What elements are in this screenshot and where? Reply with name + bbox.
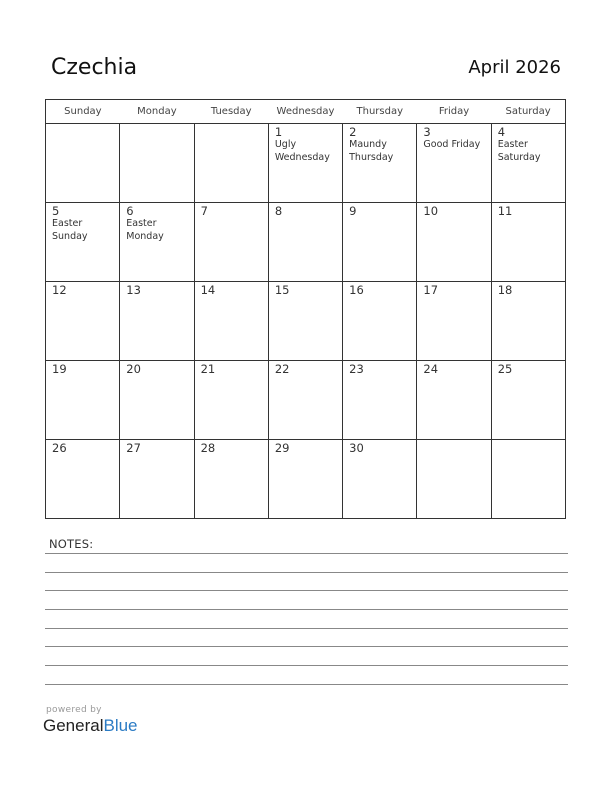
calendar-grid <box>45 99 566 519</box>
holiday-label: Ugly Wednesday <box>274 139 330 163</box>
day-number: 10 <box>423 204 439 218</box>
notes-line <box>45 646 568 647</box>
notes-label: NOTES: <box>49 537 94 551</box>
day-number: 12 <box>52 283 67 297</box>
day-number: 22 <box>274 362 290 376</box>
week-row <box>46 203 566 282</box>
holiday-label: Easter Sunday <box>52 218 88 242</box>
generalblue-logo[interactable] <box>43 716 138 736</box>
day-cell <box>491 282 565 361</box>
day-number: 11 <box>497 204 513 218</box>
weekday-friday: Friday <box>417 100 491 124</box>
holiday-label: Easter Saturday <box>497 139 541 163</box>
notes-line <box>45 572 568 573</box>
week-row <box>46 361 566 440</box>
day-cell <box>120 124 194 203</box>
week-row <box>46 440 566 519</box>
day-cell <box>120 203 194 282</box>
weekday-saturday: Saturday <box>491 100 565 124</box>
day-cell <box>46 361 120 440</box>
day-cell <box>120 361 194 440</box>
day-cell <box>268 361 342 440</box>
day-cell <box>417 124 491 203</box>
day-number: 13 <box>126 283 141 297</box>
day-cell <box>343 282 417 361</box>
day-number: 3 <box>423 125 431 139</box>
weekday-header-row <box>46 100 566 124</box>
day-number: 28 <box>200 441 216 455</box>
day-cell <box>417 203 491 282</box>
day-number: 8 <box>274 204 283 218</box>
day-number: 4 <box>497 125 506 139</box>
logo-general: General <box>43 716 104 735</box>
day-number: 2 <box>349 125 357 139</box>
day-cell <box>417 361 491 440</box>
day-cell <box>46 282 120 361</box>
day-number: 27 <box>126 441 141 455</box>
day-number: 23 <box>349 362 364 376</box>
day-cell <box>343 203 417 282</box>
weekday-thursday: Thursday <box>343 100 417 124</box>
day-number: 7 <box>200 204 208 218</box>
notes-line <box>45 628 568 629</box>
weekday-tuesday: Tuesday <box>194 100 268 124</box>
holiday-label: Good Friday <box>423 139 481 150</box>
day-number: 1 <box>274 125 283 139</box>
day-cell <box>46 124 120 203</box>
notes-line <box>45 609 568 610</box>
day-cell <box>46 203 120 282</box>
weekday-monday: Monday <box>120 100 194 124</box>
day-number: 30 <box>349 441 364 455</box>
day-cell <box>268 124 342 203</box>
day-number: 15 <box>274 283 290 297</box>
weekday-wednesday: Wednesday <box>268 100 342 124</box>
day-number: 5 <box>52 204 60 218</box>
day-number: 16 <box>349 283 364 297</box>
day-cell <box>491 361 565 440</box>
day-cell <box>120 282 194 361</box>
day-cell <box>417 282 491 361</box>
notes-line <box>45 590 568 591</box>
day-cell <box>417 440 491 519</box>
logo-blue: Blue <box>103 716 138 735</box>
day-cell <box>194 361 268 440</box>
day-number: 9 <box>349 204 357 218</box>
day-number: 6 <box>126 204 134 218</box>
day-number: 17 <box>423 283 439 297</box>
notes-line <box>45 665 568 666</box>
day-number: 20 <box>126 362 141 376</box>
day-number: 14 <box>200 283 216 297</box>
day-cell <box>268 440 342 519</box>
day-cell <box>491 124 565 203</box>
powered-by-text: powered by <box>46 705 102 715</box>
day-cell <box>194 203 268 282</box>
day-cell <box>194 440 268 519</box>
week-row <box>46 282 566 361</box>
page-title: Czechia <box>51 55 138 80</box>
day-cell <box>268 203 342 282</box>
month-year: April 2026 <box>468 57 561 78</box>
day-cell <box>343 361 417 440</box>
day-cell <box>491 203 565 282</box>
day-cell <box>46 440 120 519</box>
day-number: 19 <box>52 362 67 376</box>
holiday-label: Maundy Thursday <box>349 139 394 163</box>
day-number: 24 <box>423 362 439 376</box>
day-number: 29 <box>274 441 290 455</box>
day-cell <box>194 282 268 361</box>
day-cell <box>491 440 565 519</box>
day-cell <box>120 440 194 519</box>
notes-line <box>45 553 568 554</box>
day-cell <box>268 282 342 361</box>
day-cell <box>343 124 417 203</box>
holiday-label: Easter Monday <box>126 218 164 242</box>
day-number: 18 <box>497 283 513 297</box>
day-cell <box>343 440 417 519</box>
day-cell <box>194 124 268 203</box>
notes-line <box>45 684 568 685</box>
day-number: 21 <box>200 362 216 376</box>
day-number: 26 <box>52 441 67 455</box>
week-row <box>46 124 566 203</box>
day-number: 25 <box>497 362 513 376</box>
weekday-sunday: Sunday <box>46 100 120 124</box>
